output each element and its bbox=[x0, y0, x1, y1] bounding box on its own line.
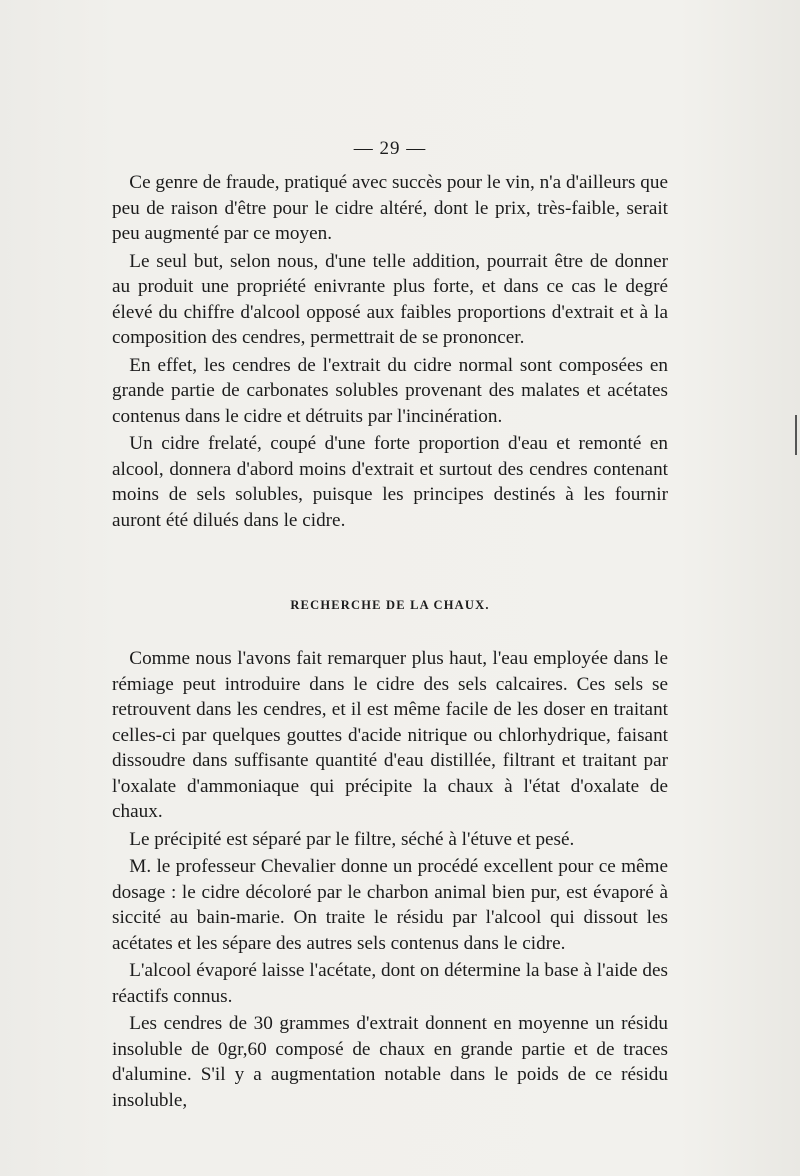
paragraph: Ce genre de fraude, pratiqué avec succès pour le vin, n'a d'ailleurs que peu de raison d'être pour le cidre altéré, dont le prix, très-faible, serait peu augmenté par ce moyen. bbox=[112, 172, 668, 244]
text-block-bottom bbox=[112, 646, 668, 1113]
paragraph: En effet, les cendres de l'extrait du cidre normal sont composées en grande partie de carbonates solubles provenant des malates et acétates contenus dans le cidre et détruits par l'incinération. bbox=[112, 354, 668, 427]
paragraph: Comme nous l'avons fait remarquer plus haut, l'eau employée dans le rémiage peut introduire dans le cidre des sels calcaires. Ces sels se retrouvent dans les cendres, et il est même facile de les doser en traitant celles-ci par quelques gouttes d'acide nitrique ou chlorhydrique, faisant dissoudre dans suffisante quantité d'eau distillée, filtrant et traitant par l'oxalate d'ammoniaque qui précipite la chaux à l'état d'oxalate de chaux. bbox=[112, 648, 668, 822]
paragraph: Le seul but, selon nous, d'une telle addition, pourrait être de donner au produit une propriété enivrante plus forte, et dans ce cas le degré élevé du chiffre d'alcool opposé aux faibles proportions d'extrait et à la composition des cendres, permettrait de se prononcer. bbox=[112, 250, 668, 348]
page-number: — 29 — bbox=[353, 138, 427, 159]
page-edge-mark bbox=[795, 415, 797, 455]
paragraph: M. le professeur Chevalier donne un procédé excellent pour ce même dosage : le cidre décoloré par le charbon animal bien pur, est évaporé à siccité au bain-marie. On traite le résidu par l'alcool qui dissout les acétates et les sépare des autres sels contenus dans le cidre. bbox=[112, 856, 668, 954]
paragraph: Les cendres de 30 grammes d'extrait donnent en moyenne un résidu insoluble de 0gr,60 composé de chaux en grande partie et de traces d'alumine. S'il y a augmentation notable dans le poids de ce résidu insoluble, bbox=[112, 1013, 668, 1111]
paragraph: Un cidre frelaté, coupé d'une forte proportion d'eau et remonté en alcool, donnera d'abord moins d'extrait et surtout des cendres contenant moins de sels solubles, puisque les principes destinés à les fournir auront été dilués dans le cidre. bbox=[112, 433, 668, 531]
section-heading: RECHERCHE DE LA CHAUX. bbox=[290, 598, 490, 612]
paragraph: L'alcool évaporé laisse l'acétate, dont on détermine la base à l'aide des réactifs connus. bbox=[112, 960, 668, 1007]
text-block-top bbox=[112, 170, 668, 533]
paragraph: Le précipité est séparé par le filtre, séché à l'étuve et pesé. bbox=[129, 828, 575, 850]
